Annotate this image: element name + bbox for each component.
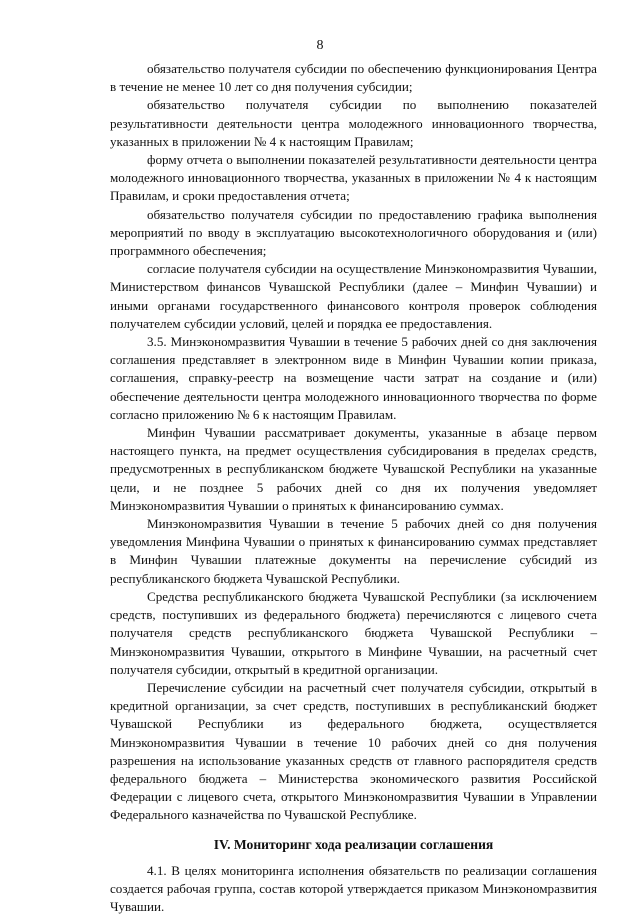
paragraph: 3.5. Минэкономразвития Чувашии в течение 5 рабочих дней со дня заключения соглашения представляет в электронном виде в Минфин Чувашии копии приказа, соглашения, справку-реестр на возмещение части затрат на создание и (или) обеспечение деятельности центра молодежного инновационного творчества по форме согласно приложению № 6 к настоящим Правилам. xyxy=(110,334,597,422)
paragraph: Перечисление субсидии на расчетный счет получателя субсидии, открытый в кредитной организации, за счет средств, поступивших в республиканский бюджет Чувашской Республики из федерального бюджета, осуществляется Минэкономразвития Чувашии в течение 10 рабочих дней со дня получения разрешения на использование указанных средств от главного распорядителя средств федерального бюджета – Министерства экономического развития Российской Федерации с лицевого счета, открытого Минэкономразвития Чувашии в Управлении Федерального казначейства по Чувашской Республике. xyxy=(110,679,597,823)
paragraph: 4.1. В целях мониторинга исполнения обязательств по реализации соглашения создается рабочая группа, состав которой утверждается приказом Минэкономразвития Чувашии. xyxy=(110,862,597,914)
paragraph: форму отчета о выполнении показателей результативности деятельности центра молодежного инновационного творчества, указанных в приложении № 4 к настоящим Правилам, и сроки предоставления отчета; xyxy=(110,152,597,204)
paragraph: обязательство получателя субсидии по обеспечению функционирования Центра в течение не менее 10 лет со дня получения субсидии; xyxy=(110,61,597,95)
paragraph: Минфин Чувашии рассматривает документы, указанные в абзаце первом настоящего пункта, на предмет осуществления субсидирования в пределах средств, предусмотренных в республиканском бюджете Чувашской Республики на указанные цели, и не позднее 5 рабочих дней со дня их получения уведомляет Минэкономразвития Чувашии о принятых к финансированию суммах. xyxy=(110,425,597,513)
paragraph: Средства республиканского бюджета Чувашской Республики (за исключением средств, поступивших из федерального бюджета) перечисляются с лицевого счета получателя средств республиканского бюджета Чувашской Республики – Минэкономразвития Чувашии, открытого в Минфине Чувашии, на расчетный счет получателя субсидии, открытый в кредитной организации. xyxy=(110,588,597,677)
paragraph: Минэкономразвития Чувашии в течение 5 рабочих дней со дня получения уведомления Минфина Чувашии о принятых к финансированию суммах представляет в Минфин Чувашии платежные документы на перечисление субсидий из республиканского бюджета Чувашской Республики. xyxy=(110,516,597,586)
paragraph: обязательство получателя субсидии по выполнению показателей результативности деятельности центра молодежного инновационного творчества, указанных в приложении № 4 к настоящим Правилам; xyxy=(110,97,597,149)
paragraph: обязательство получателя субсидии по предоставлению графика выполнения мероприятий по вводу в эксплуатацию высокотехнологичного оборудования и (или) программного обеспечения; xyxy=(110,206,597,259)
section-heading: IV. Мониторинг хода реализации соглашения xyxy=(213,836,494,852)
page-number: 8 xyxy=(316,38,324,53)
document-body xyxy=(110,60,597,916)
paragraph: согласие получателя субсидии на осуществление Минэкономразвития Чувашии, Министерством финансов Чувашской Республики (далее – Минфин Чувашии) и иными органами государственного финансового контроля проверок соблюдения получателем субсидии условий, целей и порядка ее предоставления. xyxy=(110,261,597,331)
